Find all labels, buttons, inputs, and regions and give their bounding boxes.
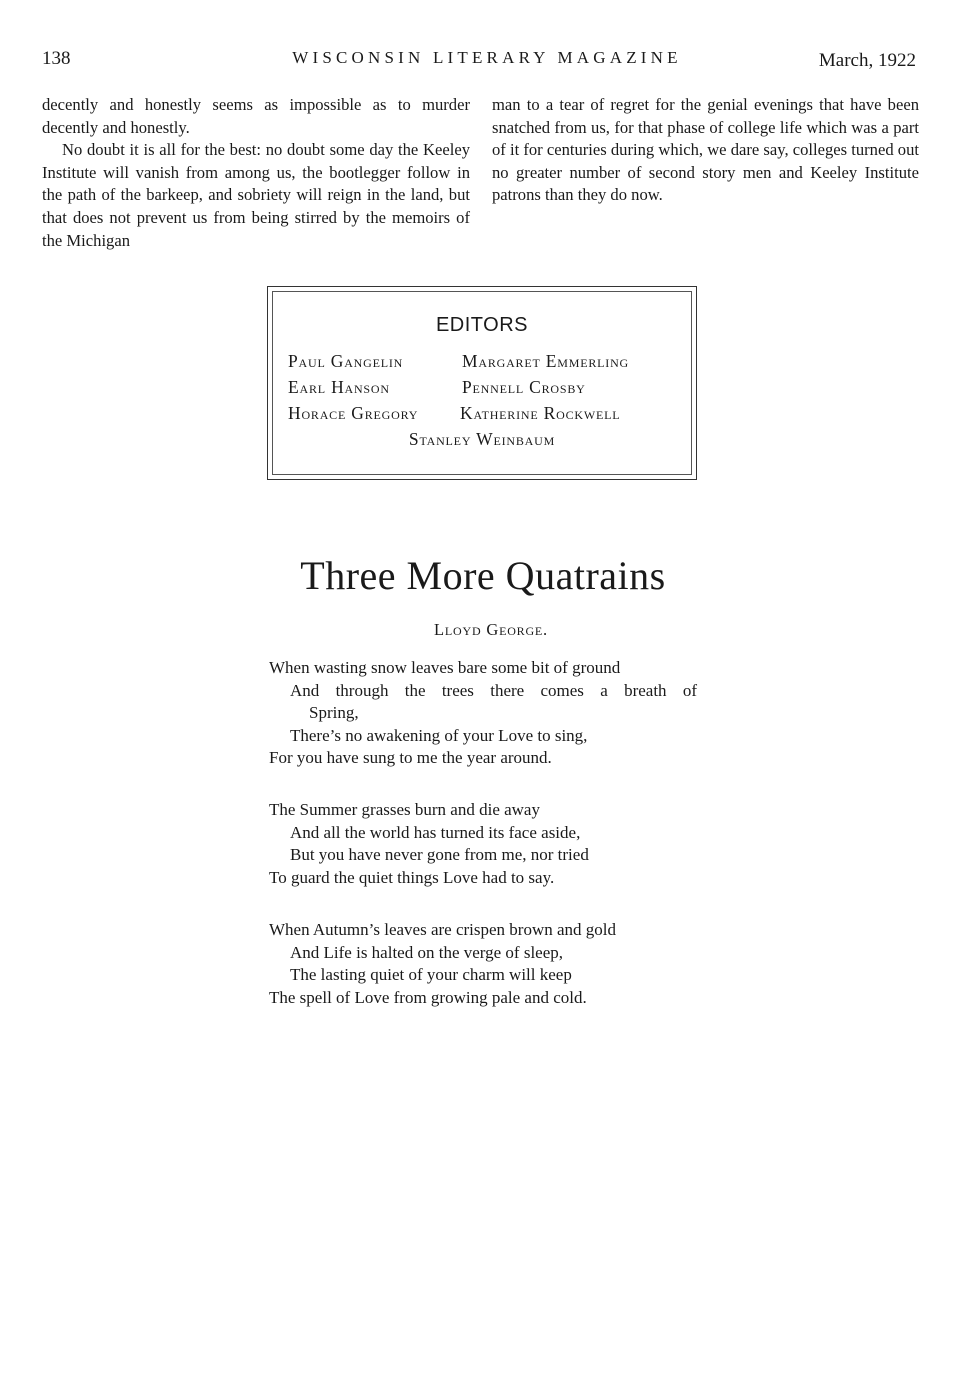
- issue-date: March, 1922: [818, 50, 916, 71]
- poem-line: The spell of Love from growing pale and cold.: [269, 987, 587, 1007]
- poem-line: But you have never gone from me, nor tried: [290, 845, 589, 864]
- poem-line: When Autumn’s leaves are crispen brown and gold: [269, 920, 616, 939]
- poem-line: And through the trees there comes a breath of: [290, 680, 697, 700]
- magazine-title: WISCONSIN LITERARY MAGAZINE: [292, 48, 682, 67]
- poem-stanza: [269, 799, 697, 889]
- editor-name: Katherine Rockwell: [460, 403, 621, 423]
- poem-line: When wasting snow leaves bare some bit of ground: [269, 658, 621, 677]
- editor-name: Horace Gregory: [288, 403, 419, 423]
- page-header: [42, 48, 918, 74]
- essay-left-column: [42, 94, 470, 252]
- editor-name: Earl Hanson: [288, 377, 390, 397]
- page-number: 138: [42, 48, 71, 69]
- poem-line: The lasting quiet of your charm will keep: [290, 965, 572, 984]
- editors-box: [267, 286, 697, 480]
- essay-right-column: [492, 94, 919, 207]
- essay-paragraph: decently and honestly seems as impossible as to murder decently and honestly.: [42, 95, 470, 137]
- poem-stanza: [269, 919, 697, 1009]
- poem-author: Lloyd George.: [434, 620, 548, 639]
- poem-stanza: [269, 657, 697, 770]
- editors-title: EDITORS: [435, 314, 529, 336]
- editor-name: Pennell Crosby: [462, 377, 586, 397]
- poem-line: For you have sung to me the year around.: [269, 748, 552, 767]
- essay-paragraph: No doubt it is all for the best: no doubt some day the Keeley Institute will vanish from among us, the bootlegger follow in the path of the barkeep, and sobriety will reign in the land, but that does not prevent us from being stirred by the memoirs of the Michigan: [42, 140, 470, 250]
- essay-paragraph: man to a tear of regret for the genial evenings that have been snatched from us, for that phase of college life which was a part of it for centuries during which, we dare say, colleges turned out no greater number of second story men and Keeley Institute patrons than they do now.: [492, 95, 919, 205]
- poem-line-continuation: Spring,: [309, 703, 359, 722]
- editor-name: Stanley Weinbaum: [408, 429, 556, 449]
- poem-line: There’s no awakening of your Love to sing,: [290, 725, 588, 745]
- poem-line: To guard the quiet things Love had to say.: [269, 867, 555, 887]
- editor-name: Margaret Emmerling: [462, 351, 630, 371]
- poem-line: The Summer grasses burn and die away: [269, 800, 540, 819]
- poem-line: And all the world has turned its face aside,: [290, 822, 581, 842]
- poem-title: Three More Quatrains: [300, 553, 666, 598]
- editor-name: Paul Gangelin: [288, 351, 404, 371]
- poem-line: And Life is halted on the verge of sleep,: [290, 942, 564, 962]
